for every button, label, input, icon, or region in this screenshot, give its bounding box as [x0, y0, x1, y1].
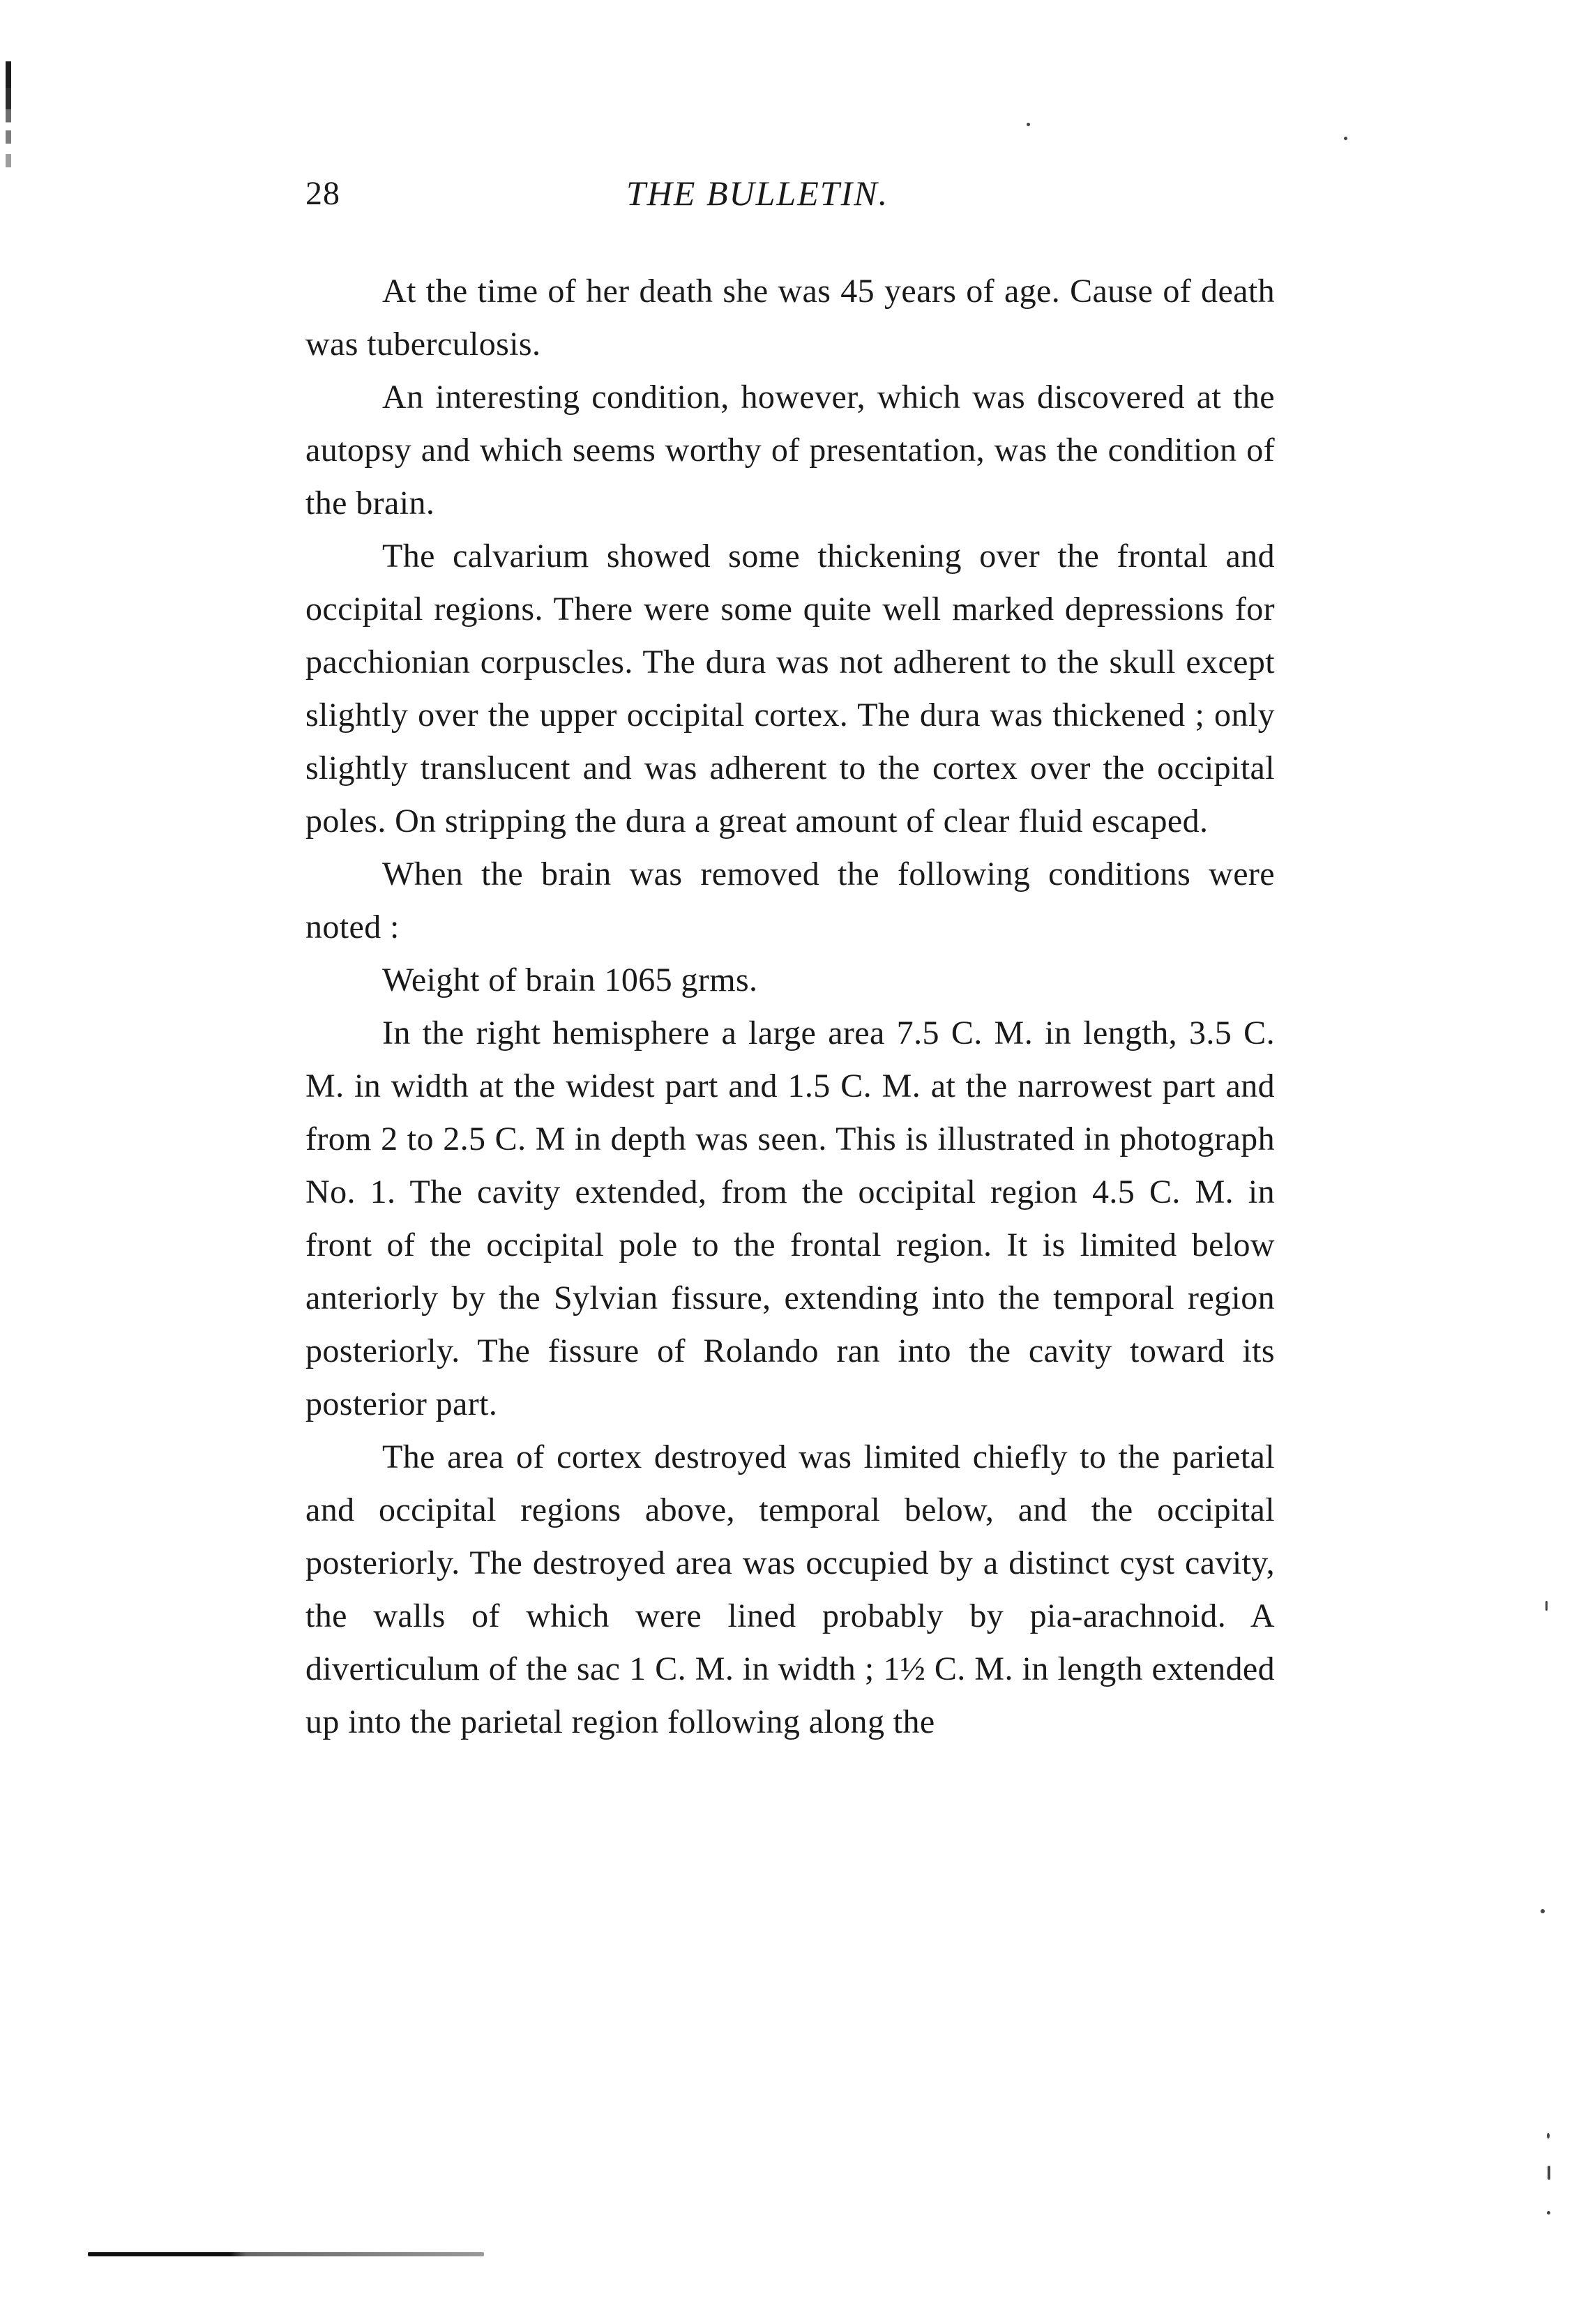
body-text [305, 265, 1275, 1749]
paragraph-calvarium-dura: The calvarium showed some thickening over the frontal and occipital regions. There were some quite well marked depressions for pacchionian corpuscles. The dura was not adherent to the skull except slightly over the upper occipital cortex. The dura was thickened ; only slightly translucent and was adherent to the cortex over the occipital poles. On stripping the dura a great amount of clear fluid escaped. [305, 538, 1275, 840]
print-speck [1545, 1601, 1548, 1611]
paragraph-cortex-destroyed: The area of cortex destroyed was limited chiefly to the parietal and occipital regions above, temporal below, and the occipital posteriorly. The destroyed area was occupied by a distinct cyst cavity, the walls of which were lined probably by pia-arachnoid. A diverticulum of the sac 1 C. M. in width ; 1½ C. M. in length extended up into the parietal region following along the [305, 1438, 1275, 1740]
bottom-printer-rule [88, 2252, 484, 2256]
paragraph-brain-condition: An interesting condition, however, which was discovered at the autopsy and which seems worthy of presentation, was the condition of the brain. [305, 379, 1275, 522]
print-speck [1541, 1909, 1545, 1913]
binding-edge-mark [6, 61, 11, 194]
paragraph-brain-removed: When the brain was removed the following conditions were noted : [305, 856, 1275, 945]
page-number: 28 [305, 175, 340, 212]
page-header [305, 174, 1275, 237]
print-speck [1547, 2211, 1550, 2215]
running-title: THE BULLETIN. [626, 174, 889, 213]
paragraph-right-hemisphere: In the right hemisphere a large area 7.5 C. M. in length, 3.5 C. M. in width at the widest part and 1.5 C. M. at the narrowest part and from 2 to 2.5 C. M in depth was seen. This is illustrated in photograph No. 1. The cavity extended, from the occipital region 4.5 C. M. in front of the occipital pole to the frontal region. It is limited below anteriorly by the Sylvian fissure, extending into the temporal region posteriorly. The fissure of Rolando ran into the cavity toward its posterior part. [305, 1015, 1275, 1422]
print-speck [1548, 2166, 1550, 2180]
paragraph-age-cause: At the time of her death she was 45 years of age. Cause of death was tuberculosis. [305, 273, 1275, 363]
print-speck [1027, 123, 1030, 126]
paragraph-brain-weight: Weight of brain 1065 grms. [382, 962, 758, 998]
print-speck [1344, 137, 1347, 140]
print-speck [1547, 2133, 1550, 2139]
